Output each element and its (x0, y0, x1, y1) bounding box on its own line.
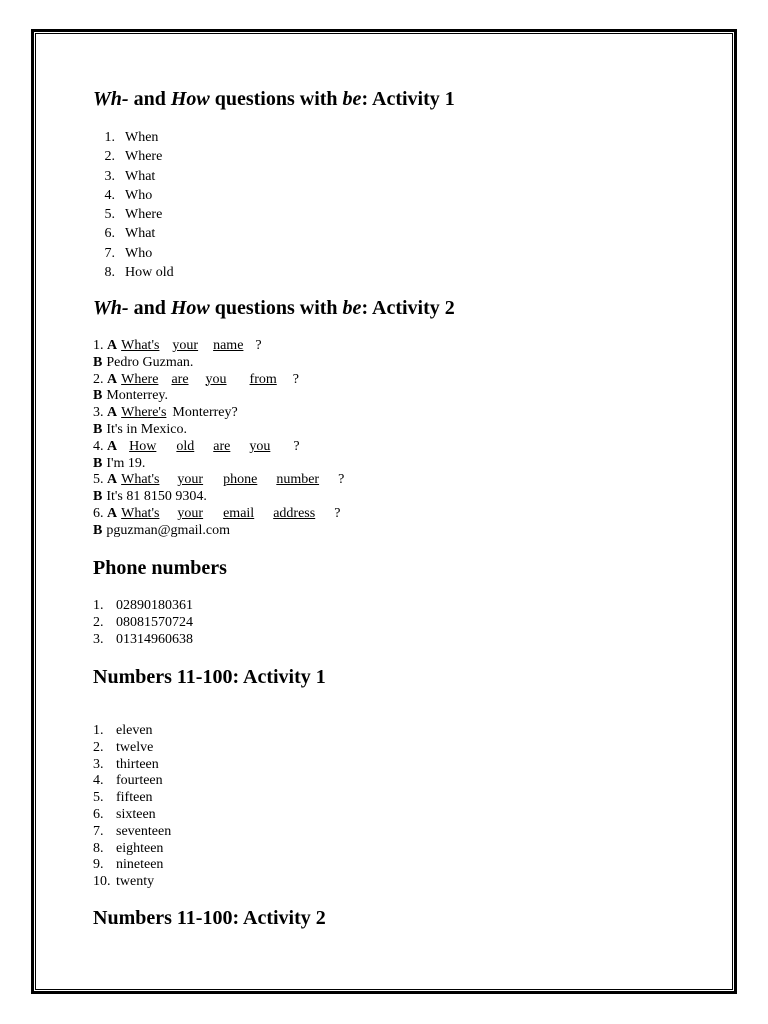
answer-blank: Where's (121, 405, 167, 421)
list-item (93, 740, 171, 757)
item-number: 1. (104, 130, 115, 145)
answer-blank: phone (223, 472, 258, 488)
list-item (93, 807, 171, 824)
answer-blank: old (176, 438, 195, 454)
item-text: twelve (116, 739, 154, 755)
answer-blank: from (249, 371, 277, 387)
heading-be: be (342, 88, 362, 110)
item-number: 9. (93, 857, 104, 873)
item-number: 3. (93, 631, 104, 647)
answer-blank: What's (121, 338, 160, 353)
item-number: 8. (104, 265, 115, 281)
list-item (93, 632, 193, 649)
item-text: 01314960638 (116, 631, 193, 647)
item-number: 6. (93, 806, 104, 822)
question-mark: ? (334, 505, 341, 521)
list-item (93, 186, 174, 205)
item-number: 2. (93, 371, 104, 387)
list-item (93, 857, 171, 874)
heading-text: questions with (209, 88, 343, 110)
speaker-a-label: A (107, 472, 118, 488)
item-number: 5. (93, 790, 104, 806)
speaker-a-label: A (107, 338, 118, 353)
answer-blank: your (177, 472, 204, 488)
numbers-activity1-heading: Numbers 11-100: Activity 1 (93, 666, 326, 688)
item-number: 7. (93, 823, 104, 839)
dialog-question (93, 338, 344, 355)
dialog-reply (93, 422, 344, 439)
question-mark: ? (338, 472, 345, 488)
item-text: fourteen (116, 773, 163, 789)
list-item (93, 841, 171, 858)
answer-blank: your (172, 338, 199, 353)
phone-number-list (93, 598, 193, 648)
heading-wh: Wh- (93, 88, 129, 110)
reply-text: It's in Mexico. (106, 421, 188, 437)
item-number: 5. (93, 472, 104, 488)
item-text: Who (125, 245, 153, 261)
heading-text: : Activity 2 (361, 297, 455, 319)
answer-blank: Where (121, 371, 159, 387)
item-text: thirteen (116, 756, 159, 772)
speaker-b-label: B (93, 388, 103, 404)
answer-blank: address (273, 505, 316, 521)
activity2-heading (93, 297, 455, 320)
item-number: 3. (93, 405, 104, 421)
item-number: 7. (104, 245, 115, 261)
item-text: What (125, 226, 156, 242)
item-text: When (125, 130, 159, 145)
heading-wh: Wh- (93, 297, 129, 319)
question-mark: ? (293, 438, 300, 454)
item-number: 10. (93, 874, 111, 890)
list-item (93, 244, 174, 263)
list-item (93, 147, 174, 166)
speaker-a-label: A (107, 405, 118, 421)
heading-text: : Activity 1 (361, 88, 455, 110)
item-text: fifteen (116, 790, 153, 806)
list-item (93, 723, 171, 740)
heading-text: and (128, 88, 171, 110)
answer-blank: are (171, 371, 189, 387)
dialog-question (93, 472, 344, 489)
heading-how: How (170, 297, 210, 319)
question-mark: ? (255, 338, 262, 353)
item-number: 8. (93, 840, 104, 856)
item-number: 4. (93, 438, 104, 454)
item-text: twenty (116, 874, 155, 890)
list-item (93, 790, 171, 807)
answer-blank: email (223, 505, 255, 521)
item-number: 3. (104, 168, 115, 184)
item-number: 1. (93, 723, 104, 738)
list-item (93, 263, 174, 282)
reply-text: It's 81 8150 9304. (106, 489, 207, 505)
item-text: 02890180361 (116, 598, 193, 613)
activity2-dialogs (93, 338, 344, 540)
speaker-a-label: A (107, 505, 118, 521)
list-item (93, 824, 171, 841)
dialog-reply (93, 456, 344, 473)
item-text: Where (125, 149, 163, 165)
answer-blank: What's (121, 472, 160, 488)
item-number: 5. (104, 207, 115, 223)
item-number: 2. (93, 614, 104, 630)
dialog-question (93, 405, 344, 422)
item-text: 08081570724 (116, 614, 193, 630)
speaker-b-label: B (93, 522, 103, 538)
list-item (93, 598, 193, 615)
item-text: eleven (116, 723, 153, 738)
item-number: 2. (104, 149, 115, 165)
answer-blank: your (177, 505, 204, 521)
list-item (93, 874, 171, 891)
list-item (93, 773, 171, 790)
heading-be: be (342, 297, 362, 319)
numbers-word-list (93, 723, 171, 891)
answer-blank: you (205, 371, 227, 387)
item-text: Who (125, 187, 153, 203)
item-text: seventeen (116, 823, 172, 839)
dialog-question (93, 372, 344, 389)
item-number: 4. (93, 773, 104, 789)
answer-blank: number (276, 472, 320, 488)
item-number: 6. (93, 505, 104, 521)
item-text: Where (125, 207, 163, 223)
activity1-answer-list (93, 128, 174, 282)
item-number: 6. (104, 226, 115, 242)
heading-text: questions with (209, 297, 343, 319)
dialog-reply (93, 523, 344, 540)
item-number: 4. (104, 187, 115, 203)
list-item (93, 224, 174, 243)
answer-blank: you (249, 438, 271, 454)
question-text: Monterrey? (172, 405, 238, 421)
item-text: sixteen (116, 806, 156, 822)
answer-blank: are (213, 438, 231, 454)
item-text: eighteen (116, 840, 164, 856)
reply-text: Pedro Guzman. (106, 354, 194, 370)
item-number: 3. (93, 756, 104, 772)
dialog-question (93, 506, 344, 523)
speaker-a-label: A (107, 438, 118, 454)
heading-text: and (128, 297, 171, 319)
phone-numbers-heading: Phone numbers (93, 557, 227, 579)
item-text: What (125, 168, 156, 184)
list-item (93, 615, 193, 632)
speaker-a-label: A (107, 371, 118, 387)
numbers-activity2-heading: Numbers 11-100: Activity 2 (93, 907, 326, 929)
item-text: How old (125, 265, 174, 281)
answer-blank: What's (121, 505, 160, 521)
dialog-reply (93, 355, 344, 372)
list-item (93, 205, 174, 224)
list-item (93, 167, 174, 186)
activity1-heading (93, 88, 455, 111)
question-mark: ? (292, 371, 299, 387)
list-item (93, 128, 174, 147)
reply-text: I'm 19. (106, 455, 146, 471)
speaker-b-label: B (93, 421, 103, 437)
item-number: 1. (93, 598, 104, 613)
speaker-b-label: B (93, 354, 103, 370)
speaker-b-label: B (93, 455, 103, 471)
reply-text: Monterrey. (106, 388, 169, 404)
dialog-reply (93, 388, 344, 405)
item-text: nineteen (116, 857, 164, 873)
heading-how: How (170, 88, 210, 110)
speaker-b-label: B (93, 489, 103, 505)
dialog-reply (93, 489, 344, 506)
answer-blank: name (213, 338, 244, 353)
item-number: 2. (93, 739, 104, 755)
item-number: 1. (93, 338, 104, 353)
reply-text: pguzman@gmail.com (106, 522, 231, 538)
dialog-question (93, 439, 344, 456)
answer-blank: How (129, 438, 157, 454)
list-item (93, 757, 171, 774)
